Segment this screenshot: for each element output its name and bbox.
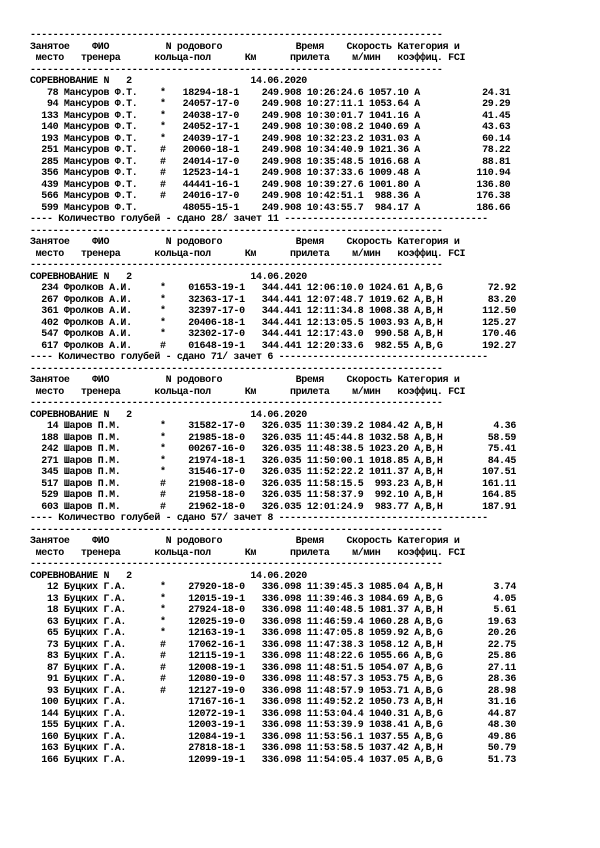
text-line: 439 Мансуров Ф.Т. # 44441-16-1 249.908 10:39:27.6 1001.80 A 136.80 [30,179,511,191]
text-line: 144 Буцких Г.А. 12072-19-1 336.098 11:53:04.4 1040.31 A,B,G 44.87 [30,708,516,720]
text-line: ------------------------------------------------------------------------- [30,30,443,41]
text-line: 91 Буцких Г.А. # 12080-19-0 336.098 11:48:57.3 1053.75 A,B,G 28.36 [30,674,516,685]
text-line: ---- Количество голубей - сдано 57/ зачет 8 ------------------------------------- [30,513,488,524]
text-line: Занятое ФИО N родового Время Скорость Категория и [30,237,460,248]
text-line: место тренера кольца-пол Км прилета м/мин коэффиц. FCI [30,248,466,260]
text-line: 133 Мансуров Ф.Т. * 24038-17-0 249.908 10:30:01.7 1041.16 A 41.45 [30,110,511,122]
text-line: Занятое ФИО N родового Время Скорость Категория и [30,375,460,386]
text-line: 188 Шаров П.М. * 21985-18-0 326.035 11:45:44.8 1032.58 A,B,H 58.59 [30,432,516,444]
text-line: 93 Буцких Г.А. # 12127-19-0 336.098 11:48:57.9 1053.71 A,B,G 28.98 [30,685,516,697]
text-line: ------------------------------------------------------------------------- [30,559,443,570]
text-line: ------------------------------------------------------------------------- [30,398,443,409]
text-line: СОРЕВНОВАНИЕ N 2 14.06.2020 [30,570,307,582]
text-line: Занятое ФИО N родового Время Скорость Категория и [30,536,460,547]
text-line: ------------------------------------------------------------------------- [30,225,443,237]
text-line: 83 Буцких Г.А. # 12115-19-1 336.098 11:48:22.6 1055.66 A,B,G 25.86 [30,651,516,662]
text-line: 140 Мансуров Ф.Т. * 24052-17-1 249.908 10:30:08.2 1040.69 A 43.63 [30,122,511,133]
text-line: 345 Шаров П.М. * 31546-17-0 326.035 11:52:22.2 1011.37 A,B,H 107.51 [30,467,516,478]
text-line: 285 Мансуров Ф.Т. # 24014-17-0 249.908 10:35:48.5 1016.68 A 88.81 [30,156,511,168]
text-line: 547 Фролков А.И. * 32302-17-0 344.441 12:17:43.0 990.58 A,B,H 170.46 [30,329,516,340]
text-line: 529 Шаров П.М. # 21958-18-0 326.035 11:58:37.9 992.10 A,B,H 164.85 [30,490,516,501]
text-line: место тренера кольца-пол Км прилета м/мин коэффиц. FCI [30,53,466,64]
text-line: 155 Буцких Г.А. 12003-19-1 336.098 11:53:39.9 1038.41 A,B,G 48.30 [30,720,516,731]
text-line: СОРЕВНОВАНИЕ N 2 14.06.2020 [30,76,307,87]
text-line: 603 Шаров П.М. # 21962-18-0 326.035 12:01:24.9 983.77 A,B,H 187.91 [30,501,516,513]
text-line: 251 Мансуров Ф.Т. # 20060-18-1 249.908 10:34:40.9 1021.36 A 78.22 [30,145,511,156]
text-line: место тренера кольца-пол Км прилета м/мин коэффиц. FCI [30,547,466,559]
text-line: 234 Фролков А.И. * 01653-19-1 344.441 12:06:10.0 1024.61 A,B,G 72.92 [30,283,516,294]
text-line: 193 Мансуров Ф.Т. * 24039-17-1 249.908 10:32:23.2 1031.03 A 60.14 [30,133,511,145]
text-line: ---- Количество голубей - сдано 71/ зачет 6 ------------------------------------- [30,352,488,363]
text-line: 100 Буцких Г.А. 17167-16-1 336.098 11:49:52.2 1050.73 A,B,H 31.16 [30,697,516,708]
text-line: 356 Мансуров Ф.Т. # 12523-14-1 249.908 10:37:33.6 1009.48 A 110.94 [30,168,511,179]
text-line: 94 Мансуров Ф.Т. * 24057-17-0 249.908 10:27:11.1 1053.64 A 29.29 [30,99,511,110]
text-line: 517 Шаров П.М. # 21908-18-0 326.035 11:58:15.5 993.23 A,B,H 161.11 [30,478,516,490]
text-line: 163 Буцких Г.А. 27818-18-1 336.098 11:53:58.5 1037.42 A,B,H 50.79 [30,743,516,754]
text-line: 65 Буцких Г.А. * 12163-19-1 336.098 11:47:05.8 1059.92 A,B,G 20.26 [30,628,516,639]
text-line: 271 Шаров П.М. * 21974-18-1 326.035 11:50:00.1 1018.85 A,B,H 84.45 [30,455,516,467]
text-line: 242 Шаров П.М. * 00267-16-0 326.035 11:48:38.5 1023.20 A,B,H 75.41 [30,444,516,455]
text-line: ------------------------------------------------------------------------- [30,64,443,76]
text-line: 267 Фролков А.И. * 32363-17-1 344.441 12:07:48.7 1019.62 A,B,H 83.20 [30,294,516,306]
text-line: 63 Буцких Г.А. * 12025-19-0 336.098 11:46:59.4 1060.28 A,B,G 19.63 [30,616,516,628]
text-line: ---- Количество голубей - сдано 28/ зачет 11 ------------------------------------ [30,214,488,225]
text-line: ------------------------------------------------------------------------- [30,363,443,375]
text-line: 566 Мансуров Ф.Т. # 24016-17-0 249.908 10:42:51.1 988.36 A 176.38 [30,191,511,202]
text-line: 12 Буцких Г.А. * 27920-18-0 336.098 11:39:45.3 1085.04 A,B,H 3.74 [30,582,516,593]
text-line: 14 Шаров П.М. * 31582-17-0 326.035 11:30:39.2 1084.42 A,B,H 4.36 [30,421,516,432]
text-line: 617 Фролков А.И. # 01648-19-1 344.441 12:20:33.6 982.55 A,B,G 192.27 [30,340,516,352]
text-line: 160 Буцких Г.А. 12084-19-1 336.098 11:53:56.1 1037.55 A,B,G 49.86 [30,731,516,743]
text-line: ------------------------------------------------------------------------- [30,524,443,536]
text-line: 18 Буцких Г.А. * 27924-18-0 336.098 11:40:48.5 1081.37 A,B,H 5.61 [30,605,516,616]
text-line: Занятое ФИО N родового Время Скорость Категория и [30,41,460,53]
text-line: 78 Мансуров Ф.Т. * 18294-18-1 249.908 10:26:24.6 1057.10 A 24.31 [30,87,511,99]
text-line: 13 Буцких Г.А. * 12015-19-1 336.098 11:39:46.3 1084.69 A,B,G 4.05 [30,593,516,605]
text-line: 73 Буцких Г.А. # 17062-16-1 336.098 11:47:38.3 1058.12 A,B,H 22.75 [30,639,516,651]
text-line: 599 Мансуров Ф.Т. 48055-15-1 249.908 10:43:55.7 984.17 A 186.66 [30,202,511,214]
text-line: 361 Фролков А.И. * 32397-17-0 344.441 12:11:34.8 1008.38 A,B,H 112.50 [30,306,516,317]
text-line: 166 Буцких Г.А. 12099-19-1 336.098 11:54:05.4 1037.05 A,B,G 51.73 [30,754,516,766]
text-line: СОРЕВНОВАНИЕ N 2 14.06.2020 [30,271,307,283]
text-line: 87 Буцких Г.А. # 12008-19-1 336.098 11:48:51.5 1054.07 A,B,G 27.11 [30,662,516,674]
text-line: СОРЕВНОВАНИЕ N 2 14.06.2020 [30,409,307,421]
text-line: 402 Фролков А.И. * 20406-18-1 344.441 12:13:05.5 1003.93 A,B,H 125.27 [30,317,516,329]
text-line: место тренера кольца-пол Км прилета м/мин коэффиц. FCI [30,386,466,398]
text-line: ------------------------------------------------------------------------- [30,260,443,271]
